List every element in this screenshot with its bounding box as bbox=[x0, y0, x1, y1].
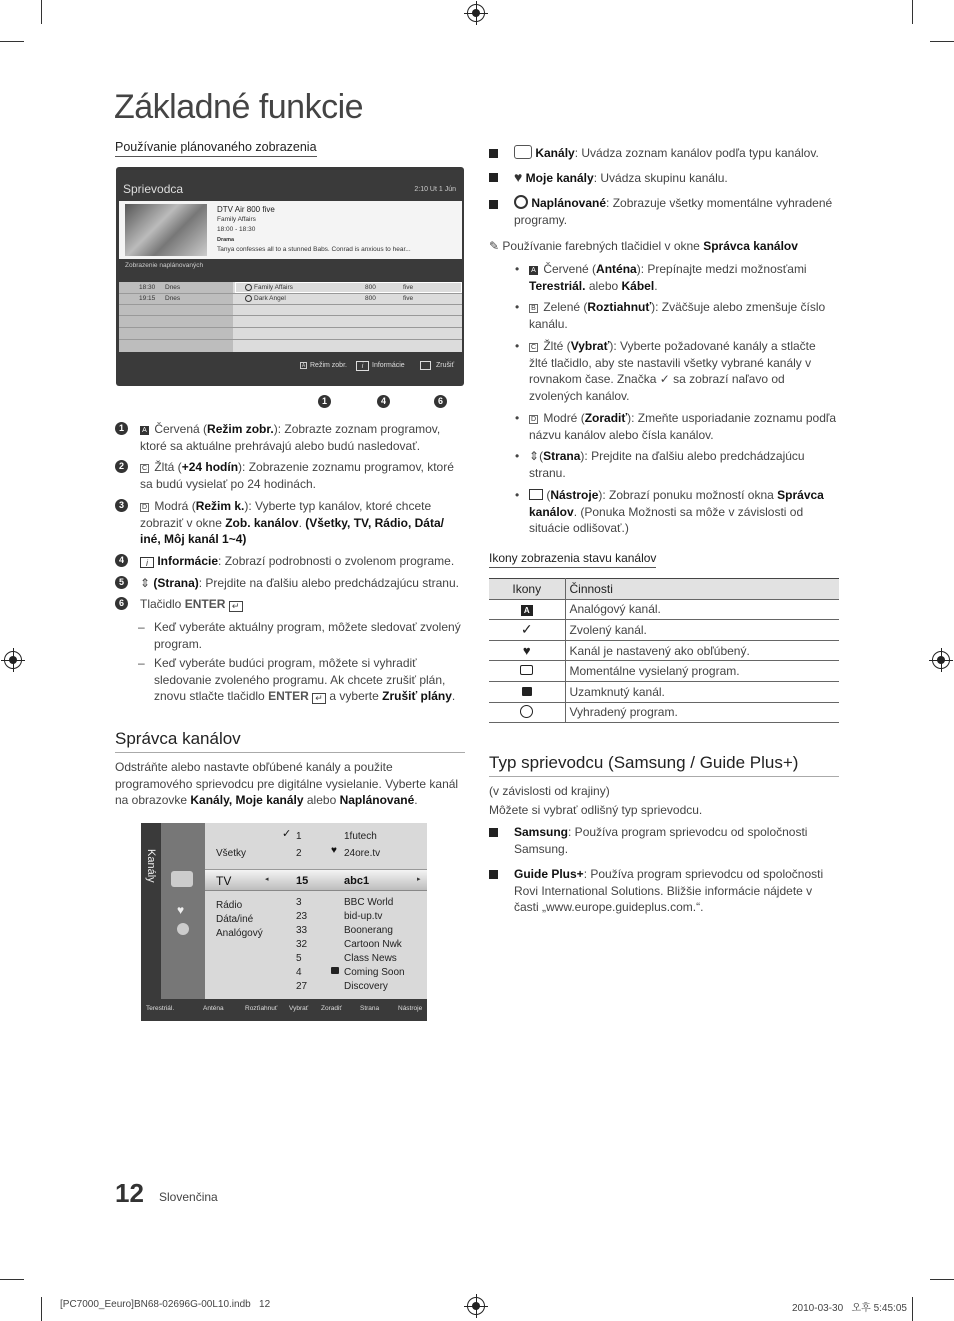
channel-name[interactable]: Boonerang bbox=[344, 925, 393, 936]
channel-footer bbox=[141, 999, 427, 1021]
guide-clock: 2:10 Ut 1 Jún bbox=[414, 186, 456, 193]
section-heading: Typ sprievodcu (Samsung / Guide Plus+) bbox=[489, 753, 839, 777]
channel-name[interactable]: Discovery bbox=[344, 981, 388, 992]
category-item[interactable]: TV bbox=[216, 874, 232, 888]
sub-bullet: • D Modré (Zoradiť): Zmeňte usporiadanie zoznamu podľa názvu kanálov alebo čísla kanálov. bbox=[515, 411, 837, 442]
footer-select[interactable]: Vybrať bbox=[289, 1005, 309, 1012]
program-genre: Drama bbox=[217, 237, 235, 243]
section-heading: Ikony zobrazenia stavu kanálov bbox=[489, 551, 656, 568]
clock-icon bbox=[245, 284, 252, 291]
note-pencil-icon: ✎ bbox=[489, 239, 500, 253]
table-cell: Uzamknutý kanál. bbox=[565, 681, 839, 702]
table-row bbox=[489, 599, 839, 620]
table-row bbox=[489, 702, 839, 723]
channel-name[interactable]: BBC World bbox=[344, 897, 394, 908]
column-header: Ikony bbox=[489, 579, 565, 600]
bullet-square bbox=[489, 828, 498, 837]
enter-icon bbox=[420, 361, 431, 370]
channel-number: 32 bbox=[296, 939, 308, 950]
channel-number: 23 bbox=[296, 911, 308, 922]
callout-6: 6 bbox=[434, 395, 447, 408]
list-item: 1 A Červená (Režim zobr.): Zobrazte zoznam programov, ktoré sa aktuálne prehrávajú alebo budú nasledovať. bbox=[115, 421, 467, 454]
check-icon: ✓ bbox=[659, 372, 670, 386]
channel-number: 1 bbox=[296, 831, 302, 842]
sub-bullet: • B Zelené (Roztiahnuť): Zväčšuje alebo zmenšuje číslo kanálu. bbox=[515, 300, 826, 331]
callout-1: 1 bbox=[318, 395, 331, 408]
program-thumbnail bbox=[125, 204, 207, 256]
heart-icon[interactable]: ♥ bbox=[177, 903, 185, 917]
item-number: 1 bbox=[115, 422, 128, 435]
page-updown-icon: ⇕ bbox=[140, 576, 151, 590]
callout-4: 4 bbox=[377, 395, 390, 408]
channel-number: 3 bbox=[296, 897, 302, 908]
table-cell: Zvolený kanál. bbox=[565, 620, 839, 641]
bullet-item: Guide Plus+: Používa program sprievodcu od spoločnosti Rovi International Solutions. Bližšie informácie nájdete v časti „www.europe.guideplus.com.“. bbox=[514, 867, 824, 914]
channel-number: 2 bbox=[296, 848, 302, 859]
channel-iconbar bbox=[161, 823, 205, 999]
dash-item: – Keď vyberáte budúci program, môžete si vyhradiť sledovanie zvoleného programu. Ak chcete zrušiť plán, znovu stlačte tlačidlo ENTER ↵ a vyberte Zrušiť plány. bbox=[138, 656, 456, 703]
footer-language: Slovenčina bbox=[159, 1190, 218, 1204]
crop-mark bbox=[930, 1279, 954, 1280]
row-channel-name: five bbox=[403, 284, 414, 291]
row-program: Family Affairs bbox=[254, 284, 293, 291]
tv-icon bbox=[520, 665, 533, 675]
row-day: Dnes bbox=[165, 295, 181, 302]
bullet-square bbox=[489, 173, 498, 182]
sub-bullet: • (Nástroje): Zobrazí ponuku možností okna Správca kanálov. (Ponuka Možnosti sa môže v závislosti od situácie odlišovať.) bbox=[515, 488, 824, 535]
schedule-row[interactable] bbox=[119, 295, 462, 305]
clock-icon[interactable] bbox=[177, 923, 189, 935]
category-item[interactable]: Analógový bbox=[216, 928, 263, 939]
c-key-icon: C bbox=[141, 465, 148, 472]
item-number: 2 bbox=[115, 460, 128, 473]
schedule-row[interactable] bbox=[119, 284, 462, 294]
c-key-icon: C bbox=[530, 344, 537, 351]
table-row bbox=[489, 640, 839, 661]
list-item: 6 Tlačidlo ENTER ↵ bbox=[115, 596, 467, 613]
heart-icon: ♥ bbox=[522, 643, 531, 659]
heart-icon: ♥ bbox=[331, 845, 337, 856]
schedule-list bbox=[119, 282, 462, 352]
footer-mode[interactable]: Režim zobr. bbox=[310, 362, 347, 369]
a-key-icon: A bbox=[301, 363, 306, 369]
channel-number: 4 bbox=[296, 967, 302, 978]
item-number: 5 bbox=[115, 576, 128, 589]
print-file-info: [PC7000_Eeuro]BN68-02696G-00L10.indb 12 bbox=[60, 1299, 271, 1310]
list-item: 3 D Modrá (Režim k.): Vyberte typ kanálov, ktoré chcete zobraziť v okne Zob. kanálov. (Všetky, TV, Rádio, Dáta/ iné, Môj kanál 1~4) bbox=[115, 498, 467, 548]
channel-name[interactable]: abc1 bbox=[344, 875, 370, 887]
footer-sort[interactable]: Zoradiť bbox=[321, 1005, 342, 1012]
footer-cancel[interactable]: Zrušiť bbox=[436, 362, 455, 369]
table-cell: Analógový kanál. bbox=[565, 599, 839, 620]
program-channel: DTV Air 800 five bbox=[217, 205, 275, 214]
print-date: 2010-03-30 오후 5:45:05 bbox=[792, 1303, 907, 1314]
bullet-square bbox=[489, 870, 498, 879]
column-header: Činnosti bbox=[565, 579, 839, 600]
table-cell: Momentálne vysielaný program. bbox=[565, 661, 839, 682]
section-paragraph: Odstráňte alebo nastavte obľúbené kanály a použite programového sprievodcu pre digitálne vysielanie. Vyberte kanál na obrazovke Kanály, Moje kanály alebo Naplánované. bbox=[115, 760, 459, 807]
row-channel: 800 bbox=[365, 295, 376, 302]
footer-antenna[interactable]: Anténa bbox=[203, 1005, 224, 1012]
a-key-icon: A bbox=[140, 426, 149, 435]
channel-number: 15 bbox=[296, 875, 309, 887]
channel-number: 27 bbox=[296, 981, 308, 992]
channel-name[interactable]: 24ore.tv bbox=[344, 848, 381, 859]
row-channel-name: five bbox=[403, 295, 414, 302]
status-icons-table bbox=[489, 578, 839, 723]
page-updown-icon: ⇕ bbox=[529, 449, 540, 463]
check-icon: ✓ bbox=[282, 828, 292, 840]
program-time: 18:00 - 18:30 bbox=[217, 226, 256, 233]
enter-icon: ↵ bbox=[312, 693, 326, 704]
tools-icon bbox=[529, 489, 543, 500]
channel-name[interactable]: Cartoon Nwk bbox=[344, 939, 402, 950]
guide-title: Sprievodca bbox=[123, 182, 184, 196]
bullet-item: Kanály: Uvádza zoznam kanálov podľa typu kanálov. bbox=[514, 145, 844, 162]
channels-icon bbox=[514, 145, 532, 159]
d-key-icon: D bbox=[141, 504, 148, 511]
lock-icon bbox=[331, 967, 339, 974]
analog-icon: A bbox=[521, 605, 533, 616]
channels-icon[interactable] bbox=[171, 871, 193, 887]
page-number: 12 bbox=[115, 1178, 144, 1208]
row-program: Dark Angel bbox=[254, 295, 286, 302]
dash-item: – Keď vyberáte aktuálny program, môžete sledovať zvolený program. bbox=[138, 620, 461, 651]
arrow-right-icon[interactable]: ▸ bbox=[417, 876, 421, 883]
crop-mark bbox=[41, 0, 42, 24]
row-time: 18:30 bbox=[139, 284, 156, 291]
a-key-icon: A bbox=[529, 266, 538, 275]
bullet-item: Samsung: Používa program sprievodcu od spoločnosti Samsung. bbox=[514, 825, 808, 856]
check-icon: ✓ bbox=[520, 621, 533, 638]
program-name: Family Affairs bbox=[217, 216, 256, 223]
channel-tab[interactable] bbox=[141, 823, 161, 999]
registration-mark-icon bbox=[467, 1297, 485, 1315]
footer-info[interactable]: Informácie bbox=[372, 362, 405, 369]
list-item: 4 i Informácie: Zobrazí podrobnosti o zvolenom programe. bbox=[115, 553, 467, 570]
section-heading: Používanie plánovaného zobrazenia bbox=[115, 140, 317, 157]
clock-icon bbox=[520, 705, 533, 718]
section-heading: Správca kanálov bbox=[115, 729, 465, 753]
lock-icon bbox=[522, 687, 532, 696]
b-key-icon: B bbox=[529, 304, 538, 313]
crop-mark bbox=[0, 1279, 24, 1280]
clock-icon bbox=[245, 295, 252, 302]
section-paragraph: (v závislosti od krajiny) bbox=[489, 784, 610, 798]
channel-name[interactable]: Class News bbox=[344, 953, 397, 964]
row-day: Dnes bbox=[165, 284, 181, 291]
sub-bullet: • C Žlté (Vybrať): Vyberte požadované kanály a stlačte žlté tlačidlo, aby ste nastavili všetky vybrané kanály v rovnakom čase. Značka ✓ sa zobrazí naľavo od zvolených kanálov. bbox=[515, 339, 816, 403]
row-time: 19:15 bbox=[139, 295, 156, 302]
sub-bullet: • ⇕(Strana): Prejdite na ďalšiu alebo predchádzajúcu stranu. bbox=[515, 449, 805, 480]
registration-mark-icon bbox=[4, 651, 22, 669]
registration-mark-icon bbox=[467, 4, 485, 22]
program-desc: Tanya confesses all to a stunned Babs. Conrad is anxious to hear... bbox=[217, 246, 411, 253]
bullet-square bbox=[489, 149, 498, 158]
enter-icon: ↵ bbox=[229, 601, 243, 612]
d-key-icon: D bbox=[530, 416, 537, 423]
item-number: 3 bbox=[115, 499, 128, 512]
table-row bbox=[489, 681, 839, 702]
registration-mark-icon bbox=[932, 651, 950, 669]
channel-name[interactable]: 1futech bbox=[344, 831, 377, 842]
heart-icon: ♥ bbox=[514, 169, 523, 185]
crop-mark bbox=[41, 1297, 42, 1321]
table-cell: Kanál je nastavený ako obľúbený. bbox=[565, 640, 839, 661]
channel-highlight bbox=[205, 869, 427, 891]
footer-mode-label: Terestriál. bbox=[146, 1005, 175, 1012]
bullet-item: Naplánované: Zobrazuje všetky momentálne vyhradené programy. bbox=[514, 196, 833, 227]
crop-mark bbox=[912, 0, 913, 24]
category-item[interactable]: Dáta/iné bbox=[216, 914, 254, 925]
info-icon: i bbox=[356, 361, 369, 371]
footer-tools[interactable]: Nástroje bbox=[398, 1005, 423, 1012]
sub-bullet: • A Červené (Anténa): Prepínajte medzi možnosťami Terestriál. alebo Kábel. bbox=[515, 262, 807, 293]
schedule-label: Zobrazenie naplánovaných bbox=[125, 262, 204, 269]
channel-number: 33 bbox=[296, 925, 308, 936]
guide-screen bbox=[116, 167, 464, 386]
item-number: 6 bbox=[115, 597, 128, 610]
crop-mark bbox=[912, 1297, 913, 1321]
crop-mark bbox=[0, 41, 24, 42]
category-item[interactable]: Všetky bbox=[216, 848, 247, 859]
table-row bbox=[489, 620, 839, 641]
table-row bbox=[489, 661, 839, 682]
channel-number: 5 bbox=[296, 953, 302, 964]
bullet-item: ♥ Moje kanály: Uvádza skupinu kanálu. bbox=[514, 169, 728, 185]
table-header-row bbox=[489, 579, 839, 600]
note: ✎ Používanie farebných tlačidiel v okne Správca kanálov bbox=[489, 239, 798, 253]
crop-mark bbox=[930, 41, 954, 42]
list-item: 2 C Žltá (+24 hodín): Zobrazenie zoznamu programov, ktoré sa budú vysielať po 24 hodinách. bbox=[115, 459, 467, 492]
guide-info-panel bbox=[119, 201, 462, 259]
section-paragraph: Môžete si vybrať odlišný typ sprievodcu. bbox=[489, 803, 703, 817]
category-item[interactable]: Rádio bbox=[216, 900, 243, 911]
info-icon: i bbox=[140, 557, 154, 568]
item-number: 4 bbox=[115, 554, 128, 567]
channel-name[interactable]: Coming Soon bbox=[344, 967, 405, 978]
row-channel: 800 bbox=[365, 284, 376, 291]
arrow-left-icon[interactable]: ◂ bbox=[265, 876, 269, 883]
tab-label: Kanály bbox=[145, 849, 157, 883]
bullet-square bbox=[489, 200, 498, 209]
footer-zoom[interactable]: Rozťiahnuť bbox=[245, 1005, 278, 1012]
list-item: 5 ⇕ (Strana): Prejdite na ďalšiu alebo predchádzajúcu stranu. bbox=[115, 575, 467, 592]
clock-icon bbox=[514, 195, 528, 209]
page-title: Základné funkcie bbox=[114, 88, 364, 126]
footer-page[interactable]: Strana bbox=[360, 1005, 380, 1012]
channel-name[interactable]: bid-up.tv bbox=[344, 911, 383, 922]
channel-screen bbox=[141, 823, 427, 1021]
table-cell: Vyhradený program. bbox=[565, 702, 839, 723]
